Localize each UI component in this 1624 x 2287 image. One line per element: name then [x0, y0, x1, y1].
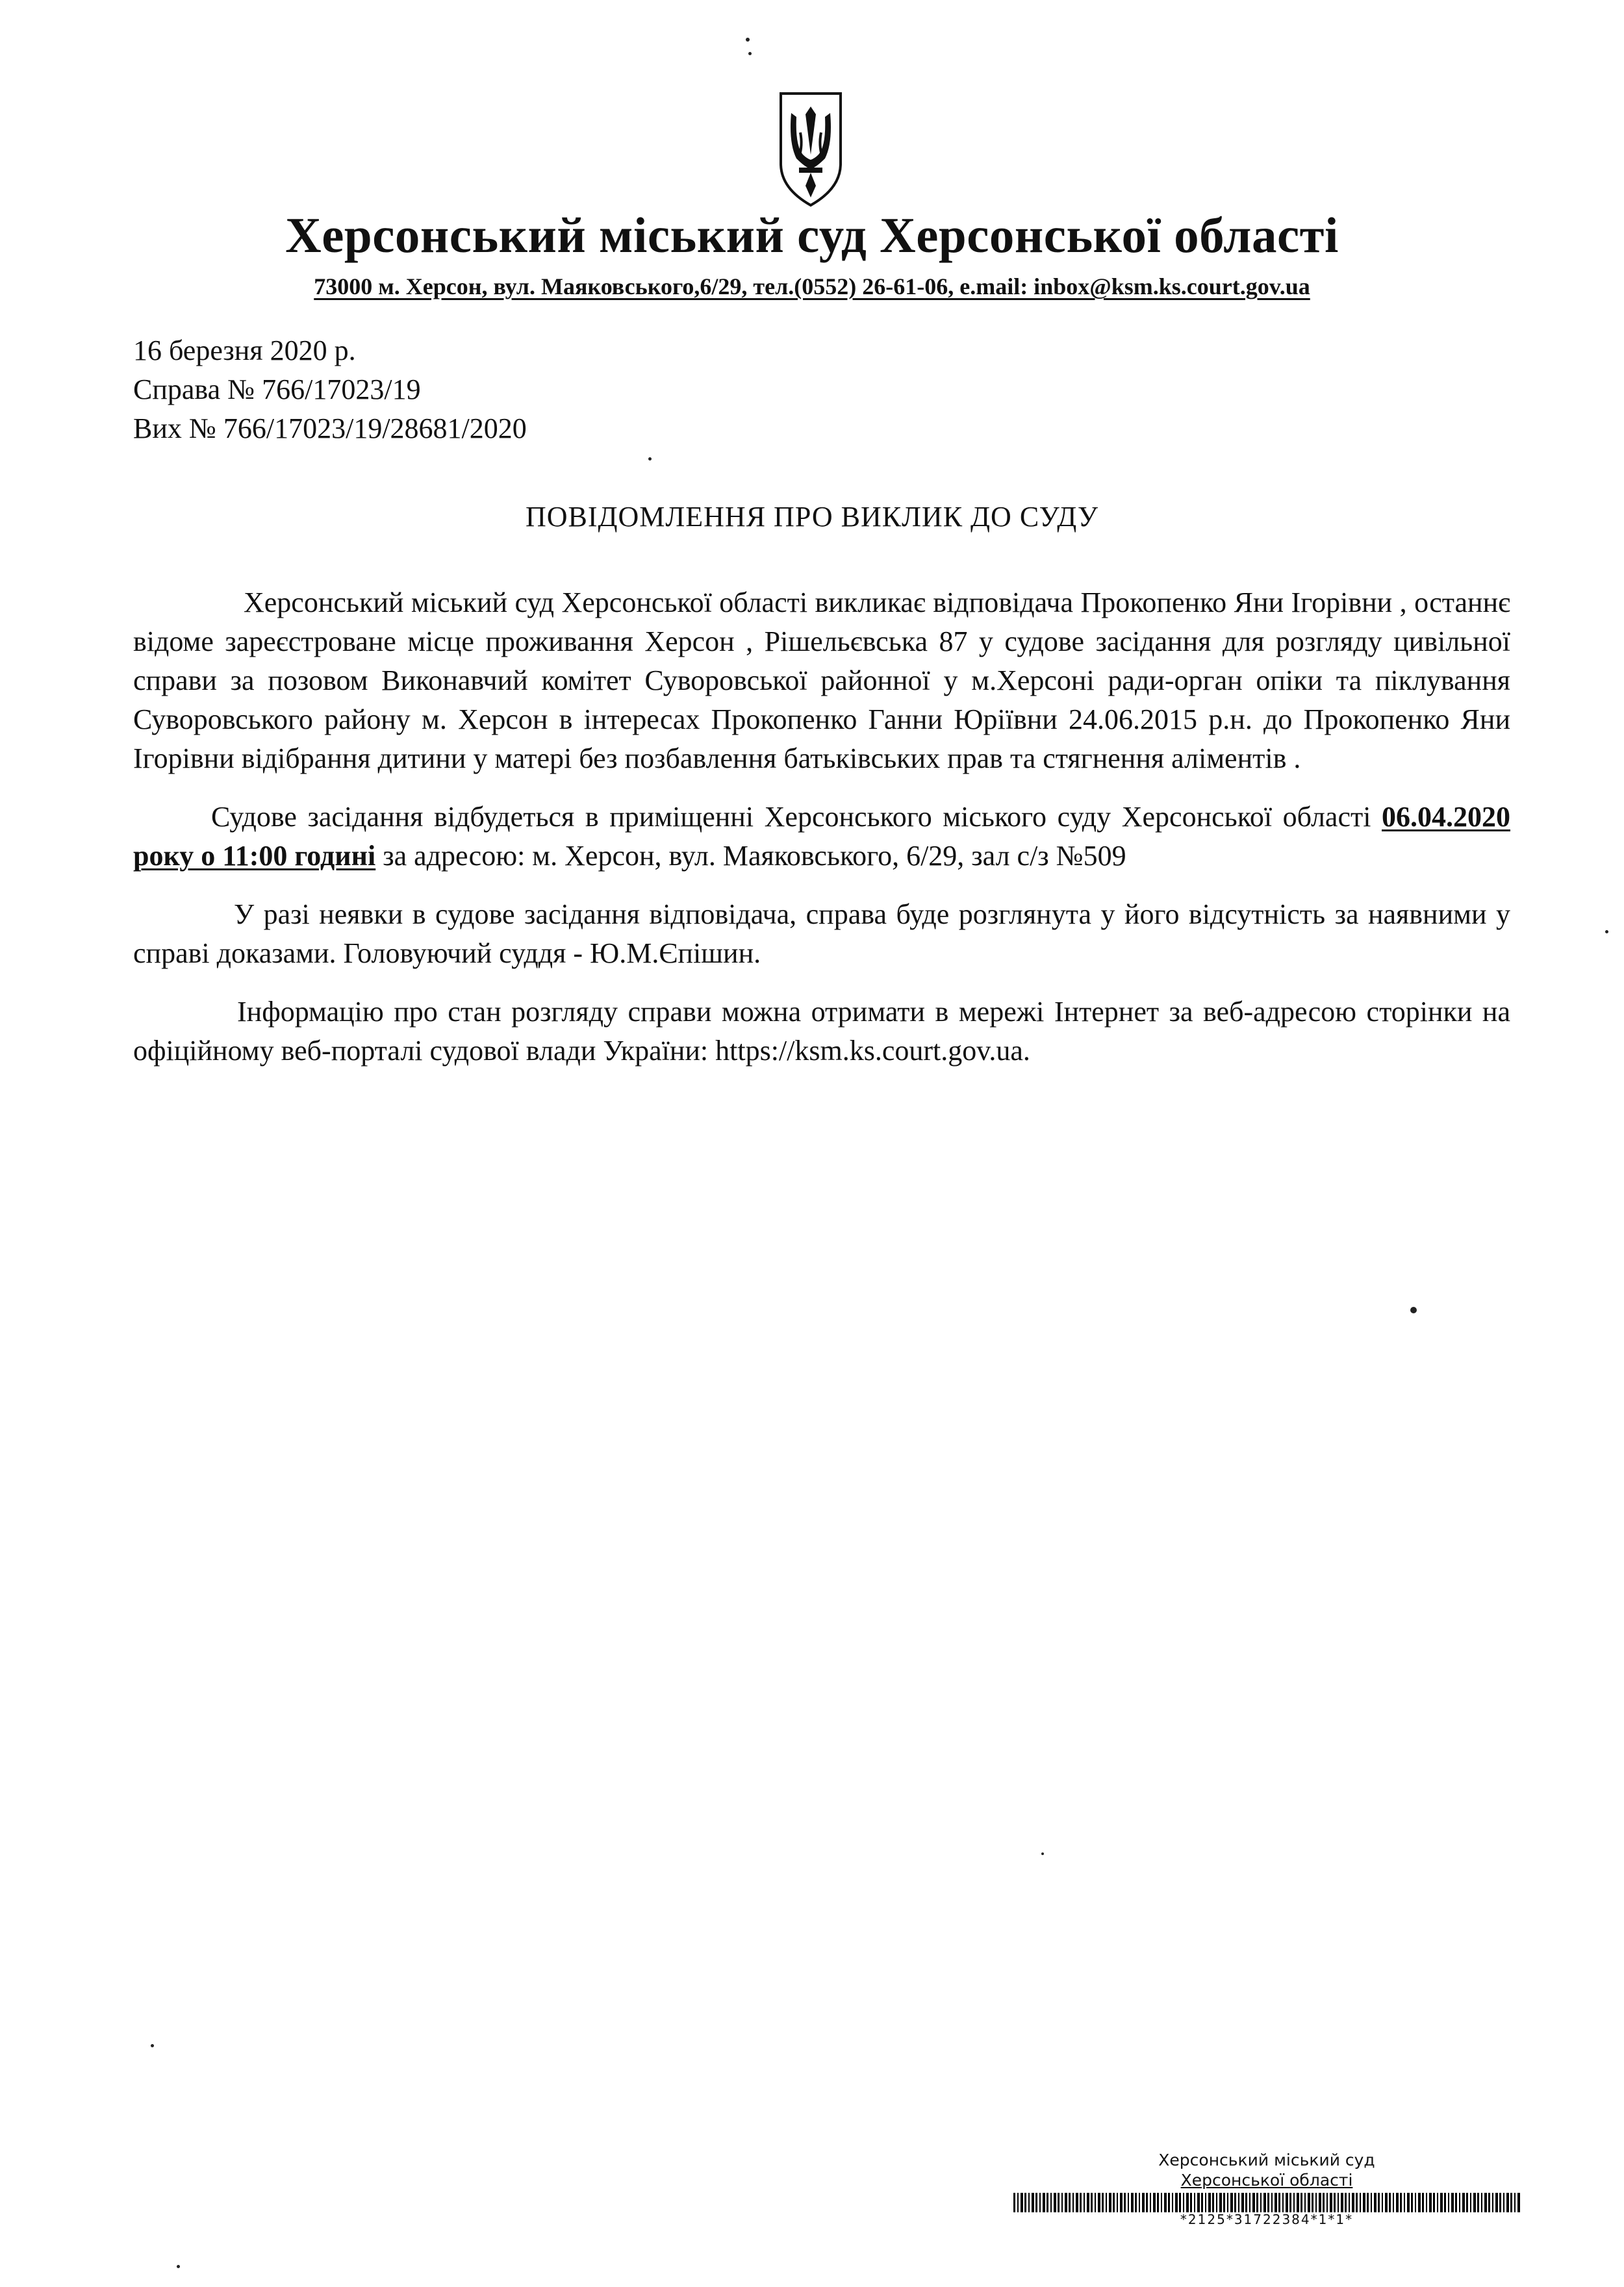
hearing-paragraph [133, 798, 1510, 876]
scan-speck [748, 52, 752, 55]
hearing-text-after: за адресою: м. Херсон, вул. Маяковського, 6/29, зал с/з №509 [383, 840, 1126, 872]
registry-stamp [1013, 2150, 1520, 2227]
summons-paragraph: Херсонський міський суд Херсонської області викликає відповідача Прокопенко Яни Ігорівни , останнє відоме зареєстроване місце проживання Херсон , Рішельєвська 87 у судове засідання для розгляду цивільної справи за позовом Виконавчий комітет Суворовської районної у м.Херсоні ради-орган опіки та піклування Суворовського району м. Херсон в інтересах Прокопенко Ганни Юріївни 24.06.2015 р.н. до Прокопенко Яни Ігорівни відібрання дитини у матері без позбавлення батьківських прав та стягнення аліментів . [133, 587, 1510, 774]
court-address: 73000 м. Херсон, вул. Маяковського,6/29, тел.(0552) 26-61-06, e.mail: inbox@ksm.ks.court.gov.ua [314, 273, 1310, 299]
barcode [1013, 2193, 1520, 2212]
scan-speck [151, 2044, 154, 2047]
hearing-text-before: Судове засідання відбудеться в приміщенні Херсонського міського суду Херсонської області [211, 801, 1371, 833]
scan-speck [648, 457, 652, 461]
case-number: Справа № 766/17023/19 [133, 373, 421, 405]
scan-speck [1605, 930, 1608, 933]
barcode-code: *2125*31722384*1*1* [1180, 2212, 1354, 2227]
document-title: ПОВІДОМЛЕННЯ ПРО ВИКЛИК ДО СУДУ [525, 501, 1099, 533]
coat-of-arms-icon [777, 91, 844, 208]
info-paragraph: Інформацію про стан розгляду справи можна отримати в мережі Інтернет за веб-адресою сторінки на офіційному веб-порталі судової влади України: https://ksm.ks.court.gov.ua. [133, 996, 1510, 1067]
scan-speck [1041, 1852, 1044, 1855]
scan-speck [746, 38, 750, 42]
court-name: Херсонський міський суд Херсонської області [285, 207, 1339, 263]
stamp-court-name: Херсонський міський суд [1158, 2151, 1375, 2169]
absence-paragraph: У разі неявки в судове засідання відповідача, справа буде розглянута у його відсутність за наявними у справі доказами. Головуючий суддя - Ю.М.Єпішин. [133, 898, 1510, 969]
outgoing-number: Вих № 766/17023/19/28681/2020 [133, 412, 527, 444]
scan-speck [177, 2265, 180, 2268]
scan-speck [1410, 1307, 1417, 1313]
document-meta [133, 331, 527, 448]
document-body [133, 583, 1510, 1090]
document-date: 16 березня 2020 р. [133, 335, 356, 366]
hearing-datetime: 06.04.2020 року о 11:00 годині [133, 801, 1511, 872]
stamp-region: Херсонської області [1180, 2171, 1353, 2190]
